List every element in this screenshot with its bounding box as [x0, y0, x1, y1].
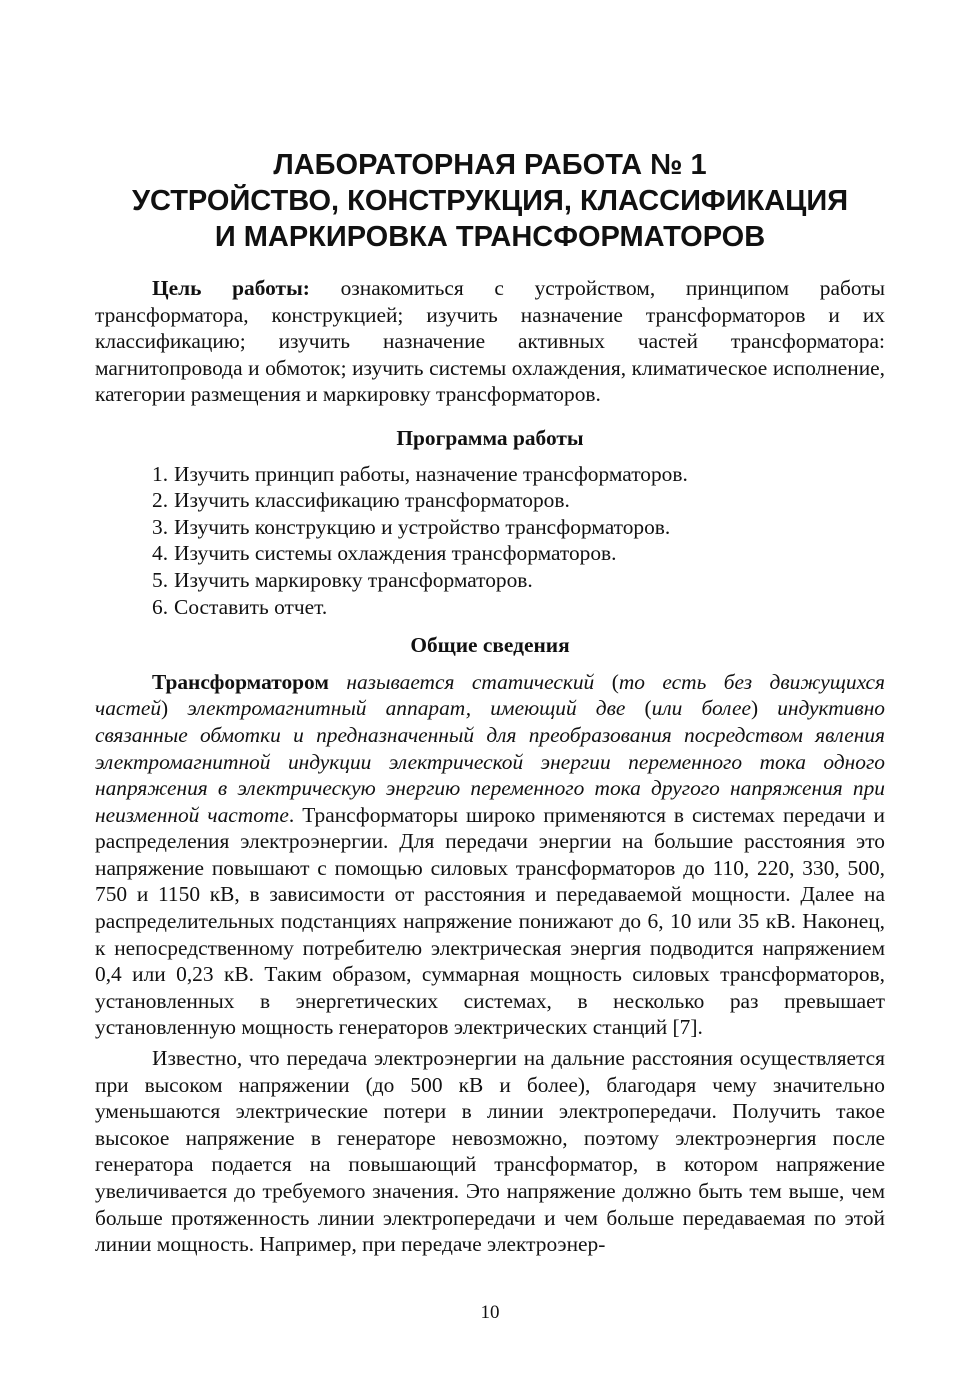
goal-paragraph: [95, 275, 885, 408]
definition-italic: электромагнитный аппарат, имеющий две: [168, 696, 645, 721]
list-item-number: 2.: [152, 488, 169, 513]
list-item-text: Изучить маркировку трансформаторов.: [174, 567, 533, 592]
paragraph-text: . Трансформаторы широко применяются в системах передачи и распределения электроэнергии. Для передачи энергии на большие расстояния это напряжение повышают с помощью силовых трансформаторов до 110, 220, 330, 500, 750 и 1150 кВ, в зависимости от расстояния и передаваемой мощности. Далее на распределительных подстанциях напряжение понижают до 6, 10 или 35 кВ. Наконец, к непосредственному потребителю электрическая энергия подводится напряжением 0,4 или 0,23 кВ. Таким образом, суммарная мощность силовых трансформаторов, установленных в энергетических системах, в несколько раз превышает установленную мощность генераторов электрических станций [7].: [95, 802, 885, 1040]
paren: ): [750, 696, 759, 721]
definition-italic: называется статический: [328, 669, 612, 694]
list-item-text: Изучить конструкцию и устройство трансформаторов.: [174, 514, 671, 539]
list-item: [152, 514, 885, 541]
program-heading: Программа работы: [396, 425, 584, 450]
paragraph: Известно, что передача электроэнергии на дальние расстояния осуществляется при высоком напряжении (до 500 кВ и более), благодаря чему значительно уменьшаются электрические потери в линии электропередачи. Получить такое высокое напряжение в генераторе невозможно, поэтому электроэнергия после генератора подается на повышающий трансформатор, в котором напряжение увеличивается до требуемого значения. Это напряжение должно быть тем выше, чем больше протяженность линии электропередачи и чем больше передаваемая по этой линии мощность. Например, при передаче электроэнер-: [95, 1046, 885, 1257]
list-item-text: Изучить принцип работы, назначение трансформаторов.: [174, 461, 688, 486]
title-line-3: И МАРКИРОВКА ТРАНСФОРМАТОРОВ: [214, 221, 766, 253]
paren: ): [161, 696, 169, 721]
list-item-number: 3.: [152, 514, 169, 539]
title-line-2: УСТРОЙСТВО, КОНСТРУКЦИЯ, КЛАССИФИКАЦИЯ: [131, 185, 849, 217]
definition-italic: или более: [651, 696, 751, 721]
document-body: [95, 275, 885, 1258]
paren: (: [644, 696, 652, 721]
general-heading: Общие сведения: [410, 633, 570, 658]
list-item-number: 4.: [152, 541, 169, 566]
list-item-number: 6.: [152, 594, 169, 619]
list-item: [152, 567, 885, 594]
page-title: [95, 147, 885, 255]
list-item-number: 1.: [152, 461, 169, 486]
list-item-text: Изучить системы охлаждения трансформаторов.: [174, 541, 617, 566]
list-item-number: 5.: [152, 567, 169, 592]
paren: (: [611, 669, 619, 694]
definition-italic: индуктивно связанные обмотки и предназначенный для преобразования посредством явления электромагнитной индукции электрической энергии переменного тока одного напряжения в электрическую энергию переменного тока другого напряжения при неизменной частоте: [95, 696, 886, 827]
defined-term: Трансформатором: [152, 669, 329, 694]
program-list: [95, 461, 885, 621]
list-item: [152, 594, 885, 621]
list-item: [152, 487, 885, 514]
definition-italic: то есть без движущихся частей: [95, 669, 885, 721]
page-number: 10: [480, 1302, 500, 1323]
goal-label: Цель работы:: [152, 276, 310, 300]
list-item: [152, 540, 885, 567]
list-item-text: Изучить классификацию трансформаторов.: [174, 488, 570, 513]
list-item-text: Составить отчет.: [174, 594, 328, 619]
title-line-1: ЛАБОРАТОРНАЯ РАБОТА № 1: [273, 149, 707, 181]
list-item: [152, 461, 885, 488]
goal-text: ознакомиться с устройством, принципом работы трансформатора, конструкцией; изучить назначение трансформаторов и их классификацию; изучить назначение активных частей трансформатора: магнитопровода и обмоток; изучить системы охлаждения, климатическое исполнение, категории размещения и маркировку трансформаторов.: [95, 276, 885, 407]
definition-paragraph: [95, 669, 885, 1041]
